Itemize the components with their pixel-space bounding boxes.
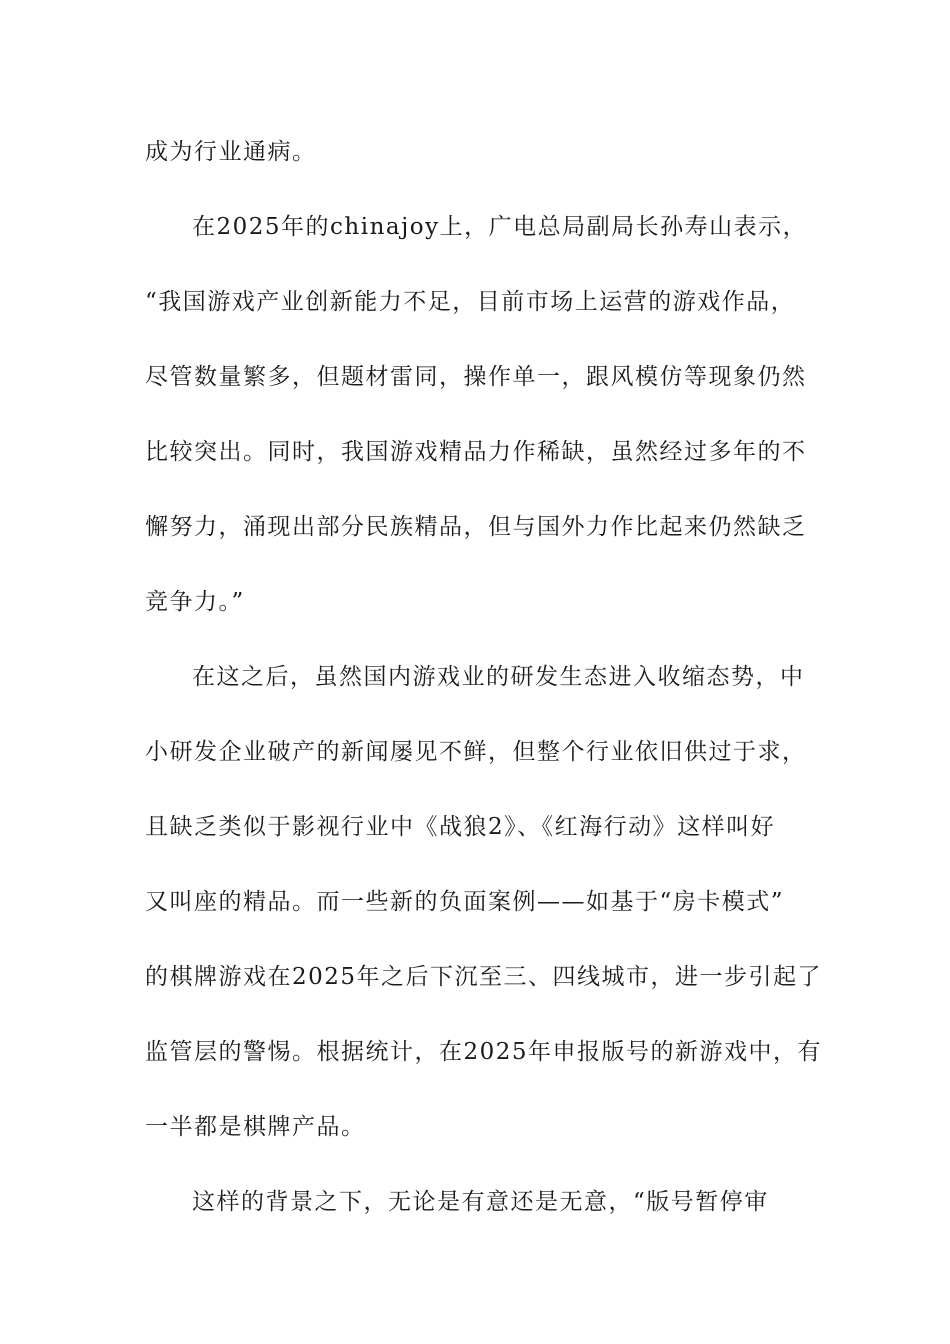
paragraph-first-line: 这样的背景之下，无论是有意还是无意，“版号暂停审: [192, 1189, 769, 1215]
text-line: “我国游戏产业创新能力不足，目前市场上运营的游戏作品，: [145, 289, 796, 315]
text-line: 又叫座的精品。而一些新的负面案例——如基于“房卡模式”: [145, 889, 785, 915]
text-line: 小研发企业破产的新闻屡见不鲜，但整个行业依旧供过于求，: [145, 739, 807, 765]
paragraph-first-line: 在2025年的chinajoy上，广电总局副局长孙寿山表示，: [192, 214, 808, 240]
text-line: 成为行业通病。: [145, 139, 317, 165]
text-line: 监管层的警惕。根据统计，在2025年申报版号的新游戏中，有: [145, 1039, 823, 1065]
text-line: 竞争力。”: [145, 589, 245, 615]
text-line: 比较突出。同时，我国游戏精品力作稀缺，虽然经过多年的不: [145, 439, 807, 465]
paragraph-first-line: 在这之后，虽然国内游戏业的研发生态进入收缩态势，中: [192, 664, 805, 690]
text-line: 尽管数量繁多，但题材雷同，操作单一，跟风模仿等现象仍然: [145, 364, 807, 390]
text-line: 一半都是棋牌产品。: [145, 1114, 366, 1140]
text-line: 懈努力，涌现出部分民族精品，但与国外力作比起来仍然缺乏: [145, 514, 807, 540]
text-line: 的棋牌游戏在2025年之后下沉至三、四线城市，进一步引起了: [145, 964, 823, 990]
text-line: 且缺乏类似于影视行业中《战狼2》、《红海行动》这样叫好: [145, 814, 776, 840]
